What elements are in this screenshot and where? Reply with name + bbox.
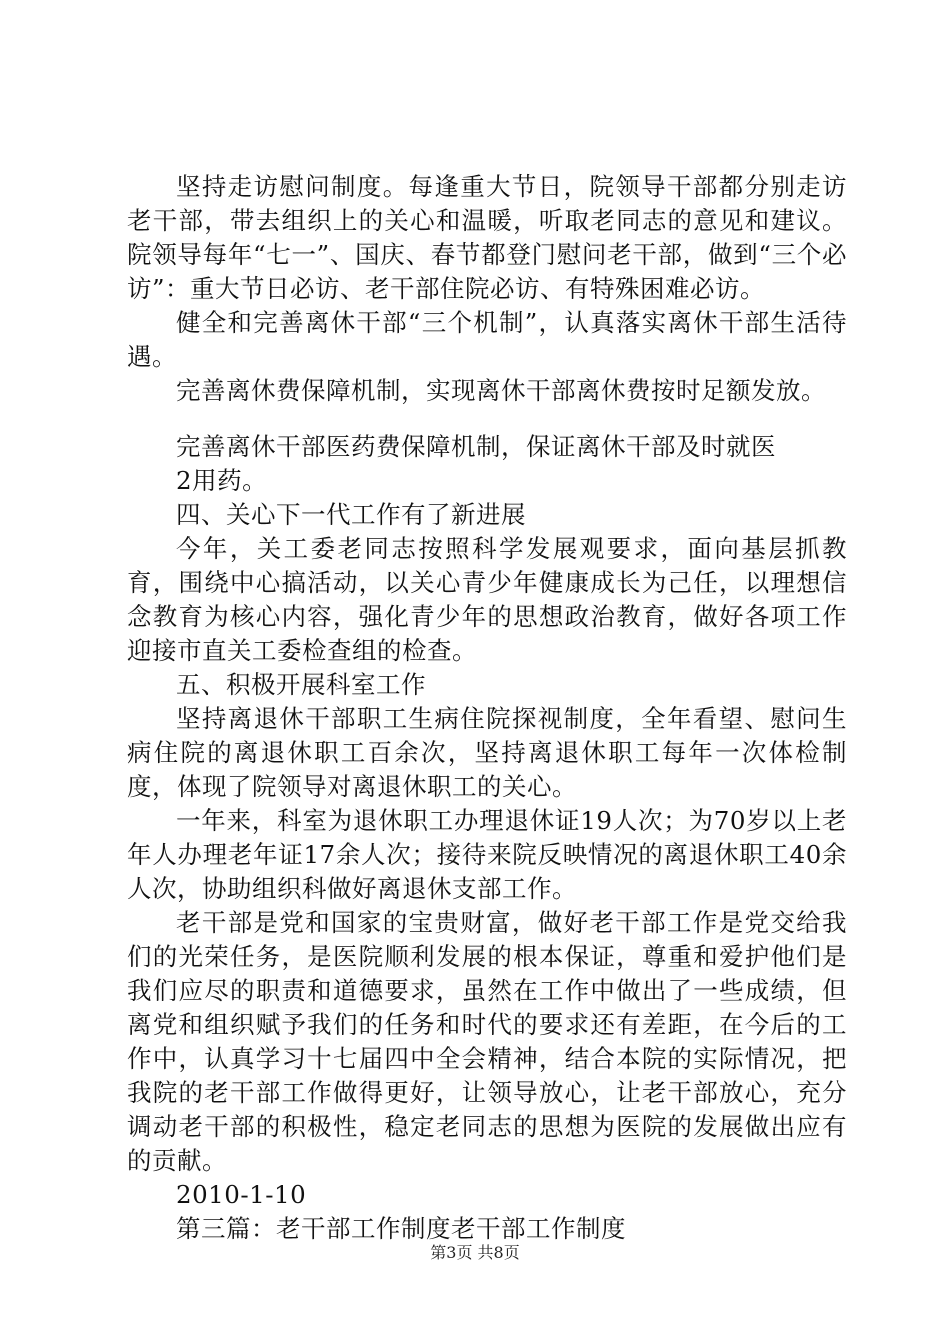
paragraph-year-summary: 一年来，科室为退休职工办理退休证19人次；为70岁以上老年人办理老年证17余人次；接待来院反映情况的离退休职工40余人次，协助组织科做好离退休支部工作。 xyxy=(127,806,847,903)
paragraph-medication: 2用药。 xyxy=(176,466,268,495)
paragraph-next-generation: 今年，关工委老同志按照科学发展观要求，面向基层抓教育，围绕中心搞活动，以关心青少年健康成长为己任，以理想信念教育为核心内容，强化青少年的思想政治教育，做好各项工作迎接市直关工委检查组的检查。 xyxy=(127,534,847,665)
section-heading-next-generation: 四、关心下一代工作有了新进展 xyxy=(176,500,526,529)
paragraph-retirement-pay: 完善离休费保障机制，实现离休干部离休费按时足额发放。 xyxy=(176,376,826,405)
paragraph-three-mechanisms: 健全和完善离休干部“三个机制”，认真落实离休干部生活待遇。 xyxy=(127,308,847,371)
document-date: 2010-1-10 xyxy=(176,1180,307,1209)
section-heading-department-work: 五、积极开展科室工作 xyxy=(176,670,426,699)
paragraph-visit-condolence: 坚持走访慰问制度。每逢重大节日，院领导干部都分别走访老干部，带去组织上的关心和温暖，听取老同志的意见和建议。院领导每年“七一”、国庆、春节都登门慰问老干部，做到“三个必访”：重大节日必访、老干部住院必访、有特殊困难必访。 xyxy=(127,172,847,303)
paragraph-medical-expenses: 完善离休干部医药费保障机制，保证离休干部及时就医 xyxy=(176,432,776,461)
paragraph-hospital-visits: 坚持离退休干部职工生病住院探视制度，全年看望、慰问生病住院的离退休职工百余次，坚持离退休职工每年一次体检制度，体现了院领导对离退休职工的关心。 xyxy=(127,704,847,801)
document-body xyxy=(127,170,847,1246)
next-chapter-title: 第三篇：老干部工作制度老干部工作制度 xyxy=(176,1214,626,1243)
page-number-footer: 第3页 共8页 xyxy=(430,1243,520,1262)
paragraph-conclusion: 老干部是党和国家的宝贵财富，做好老干部工作是党交给我们的光荣任务，是医院顺利发展的根本保证，尊重和爱护他们是我们应尽的职责和道德要求，虽然在工作中做出了一些成绩，但离党和组织赋予我们的任务和时代的要求还有差距，在今后的工作中，认真学习十七届四中全会精神，结合本院的实际情况，把我院的老干部工作做得更好，让领导放心，让老干部放心，充分调动老干部的积极性，稳定老同志的思想为医院的发展做出应有的贡献。 xyxy=(127,908,847,1175)
